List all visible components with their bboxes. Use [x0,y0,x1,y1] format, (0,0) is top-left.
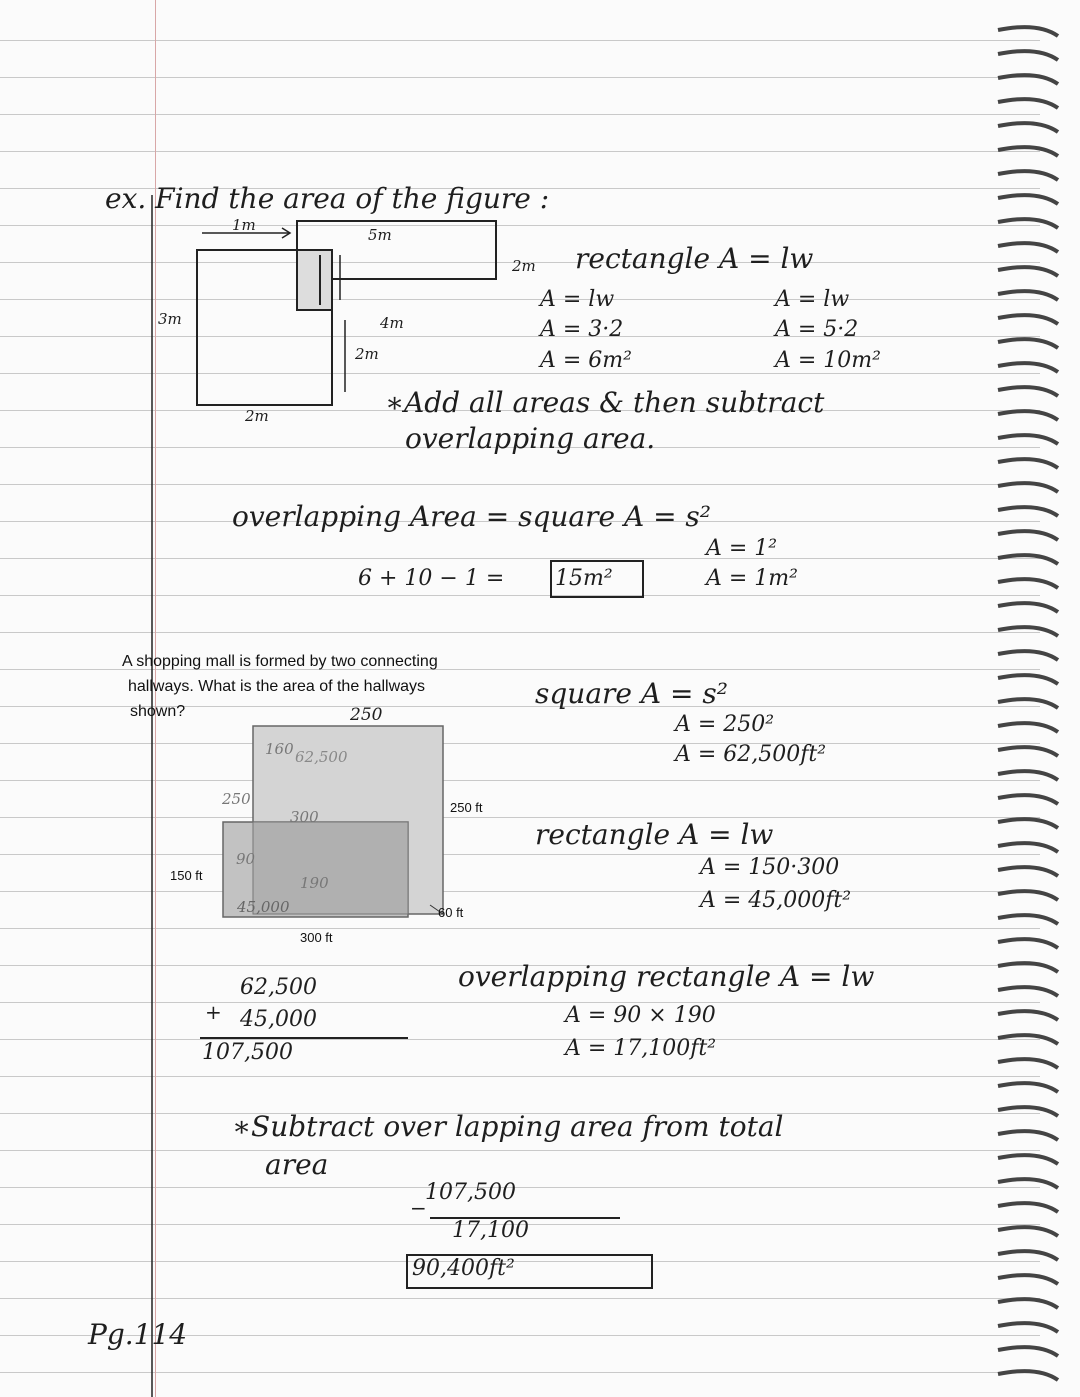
label-2m-inner: 2m [355,345,379,363]
left-calc-2: A = 3·2 [540,317,624,342]
rect-calc-1: A = 150·300 [700,855,840,880]
overlap-calc-1: A = 1² [706,536,778,561]
right-calc-1: A = lw [775,287,850,312]
dim-corner: 60 ft [438,905,464,920]
overlap-area-label: overlapping Area = square A = s² [232,500,712,533]
rectangle-formula: rectangle A = lw [575,242,814,275]
label-3m: 3m [158,310,182,328]
example-title: ex. Find the area of the figure : [105,182,550,215]
dim-top: 250 [350,705,383,725]
diff-line-1: 107,500 [425,1180,516,1205]
dim-left: 150 ft [170,868,203,883]
subtract-note-2: area [265,1148,329,1181]
diff-line-2: 17,100 [452,1218,529,1243]
label-5m: 5m [368,226,392,244]
problem-text-1: A shopping mall is formed by two connecting [122,653,438,670]
problem-text-2: hallways. What is the area of the hallways [128,678,426,695]
label-4m: 4m [380,314,404,332]
left-calc-3: A = 6m² [540,348,632,373]
left-calc-1: A = lw [540,287,615,312]
square-formula: square A = s² [535,677,728,710]
sum-expression: 6 + 10 − 1 = [358,566,505,591]
square-calc-2: A = 62,500ft² [675,742,827,767]
right-calc-3: A = 10m² [775,348,881,373]
fig-note-190: 190 [300,874,329,892]
minus-sign: − [410,1196,427,1220]
page-number: Pg.114 [88,1318,188,1351]
overlap-rect-calc-1: A = 90 × 190 [565,1003,716,1028]
sum-line-2: 45,000 [240,1007,317,1032]
problem-text-3: shown? [130,703,186,720]
overlap-rect-calc-2: A = 17,100ft² [565,1036,717,1061]
label-1m: 1m [232,216,256,234]
fig-note-300: 300 [290,808,319,826]
fig-note-area1: 62,500 [295,748,348,766]
label-2m-right: 2m [512,257,536,275]
dim-right: 250 ft [450,800,483,815]
label-2m-bottom: 2m [245,407,269,425]
fig-note-250: 250 [222,790,251,808]
sum-result: 15m² [555,566,613,591]
sum-line-3: 107,500 [202,1040,293,1065]
fig-note-160: 160 [265,740,294,758]
instruction-line-2: overlapping area. [405,422,656,455]
plus-sign: + [205,1000,222,1024]
fig-note-90: 90 [236,850,256,868]
overlap-calc-2: A = 1m² [706,566,798,591]
overlap-rect-formula: overlapping rectangle A = lw [458,960,875,993]
subtract-note: ∗Subtract over lapping area from total [232,1110,784,1143]
sum-line-1: 62,500 [240,975,317,1000]
instruction-line-1: ∗Add all areas & then subtract [385,386,825,419]
fig-note-area2: 45,000 [237,898,290,916]
square-calc-1: A = 250² [675,712,775,737]
dim-bottom: 300 ft [300,930,333,945]
right-calc-2: A = 5·2 [775,317,859,342]
rect-calc-2: A = 45,000ft² [700,888,852,913]
rect-formula: rectangle A = lw [535,818,774,851]
diff-line-3: 90,400ft² [412,1256,515,1281]
